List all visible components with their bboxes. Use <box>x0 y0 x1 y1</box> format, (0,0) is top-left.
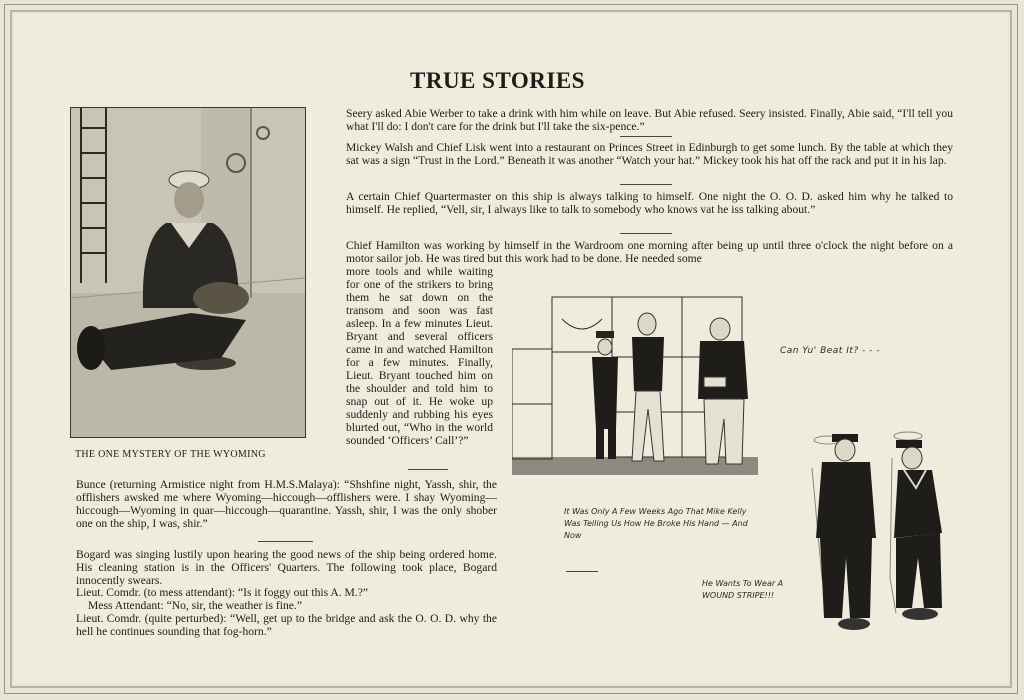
story-seery: Seery asked Abie Werber to take a drink with him while on leave. But Abie refused. Seery insisted. Finally, Abie said, “I'll tell you what I'll do: I don't care for the drink but I'll take the six-pence.” <box>346 107 953 133</box>
artist-signature <box>566 571 598 572</box>
cartoon-caption-mike-kelly: It Was Only A Few Weeks Ago That Mike Kelly Was Telling Us How He Broke His Hand — And Now <box>564 507 748 540</box>
cartoon-caption-wound-stripe: He Wants To Wear A WOUND STRIPE!!! <box>702 579 784 600</box>
dialogue-line: Lieut. Comdr. (to mess attendant): “Is it foggy out this A. M.?” <box>76 586 369 599</box>
story-chief-hamilton-continued: more tools and while waiting for one of the strikers to bring them he sat down on the transom and soon was fast asleep. In a few minutes Lieut. Bryant and several officers came in and watched Hamilton for a few minutes. Finally, Lieut. Bryant touched him on the shoulder and told him to snap out of it. He woke up suddenly and rubbing his eyes blurted out, “Who in the world sounded ‘Officers’ Call’?” <box>346 265 493 447</box>
dialogue-line: Lieut. Comdr. (quite perturbed): “Well, get up to the bridge and ask the O. O. D. why the hell he continues sounding that fog-horn.” <box>76 612 497 638</box>
divider <box>258 541 313 542</box>
story-chief-quartermaster: A certain Chief Quartermaster on this ship is always talking to himself. One night the O. O. D. asked him why he talked to himself. He replied, “Vell, sir, I always like to talk to somebody who knows vat he iss talking about.” <box>346 190 953 216</box>
cartoon-text-can-yu-beat-it: Can Yu' Beat It? - - - <box>780 346 880 356</box>
story-bunce: Bunce (returning Armistice night from H.M.S.Malaya): “Shshfine night, Yassh, shir, the offlishers awsked me where Wyoming—hiccough—offlishers were. I shay Wyoming—hiccough—Wyoming in quar—hiccough—quarantine. Yassh, shir, I was the only shober one on the ship, I was, shir.” <box>76 478 497 530</box>
story-bogard: Bogard was singing lustily upon hearing the good news of the ship being ordered home. His cleaning station is in the Officers' Quarters. The following took place, Bogard innocently swears. <box>76 548 497 587</box>
divider <box>620 136 672 137</box>
cartoon-wardroom <box>512 289 758 479</box>
story-chief-hamilton: Chief Hamilton was working by himself in the Wardroom one morning after being up until three o'clock the night before on a motor sailor job. He was tired but this work had to be done. He needed some <box>346 239 953 265</box>
page-title: TRUE STORIES <box>410 68 585 93</box>
story-mickey-walsh: Mickey Walsh and Chief Lisk went into a restaurant on Princes Street in Edinburgh to get some lunch. By the table at which they sat was a sign “Trust in the Lord.” Beneath it was another “Watch your hat.” Mickey took his hat off the rack and put it in his lap. <box>346 141 953 167</box>
sailor-photo <box>70 107 306 438</box>
dialogue-line: Mess Attendant: “No, sir, the weather is fine.” <box>88 599 302 612</box>
divider <box>620 184 672 185</box>
photo-caption: THE ONE MYSTERY OF THE WYOMING <box>75 449 266 460</box>
divider <box>620 233 672 234</box>
divider <box>408 469 448 470</box>
cartoon-wound-stripe <box>800 428 965 633</box>
